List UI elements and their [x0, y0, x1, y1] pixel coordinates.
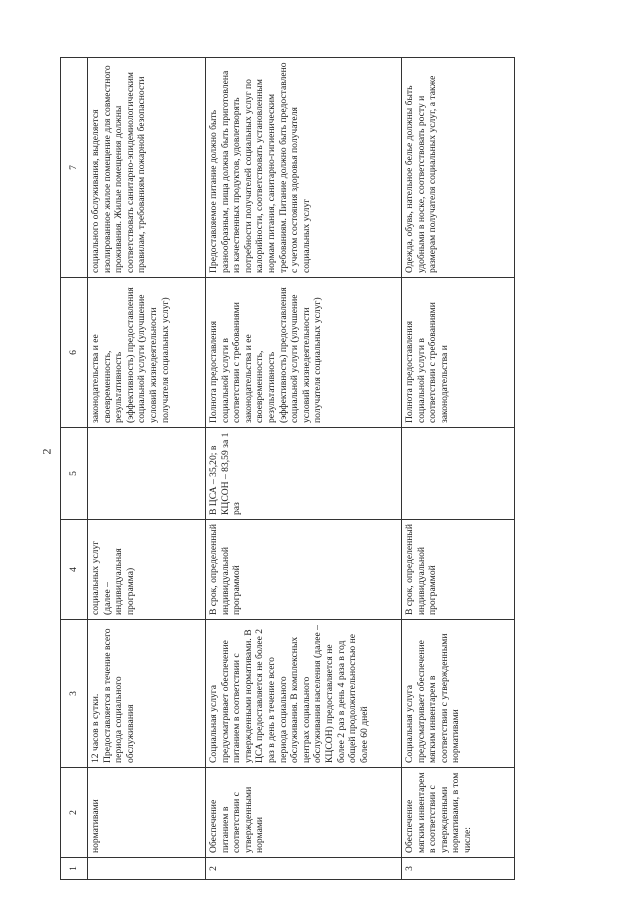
service-conditions: социального обслуживания, выделяется изолированное жилое помещение для совместного проживания. Жилые помещения должны соответствовать санитарно-эпидемиологическим правилам, требованиям пожарной безопасности: [88, 58, 206, 278]
service-tariff: [402, 428, 515, 520]
service-description: Социальная услуга предусматривает обеспечение питанием в соответствии с утвержденными нормативами. В ЦСА предоставляется не более 2 раз в день в течение всего периода социального обслуживания. В комплексных центрах социального обслуживания населения (далее – КЦСОН) предоставляется не более 2 раз в день 4 раза в год общей продолжительностью не более 60 дней: [206, 620, 402, 768]
service-tariff: В ЦСА – 35,20; в КЦСОН – 83,59 за 1 раз: [206, 428, 402, 520]
page-number: 2: [39, 448, 54, 455]
row-number: 2: [206, 858, 402, 880]
service-name: нормативами: [88, 768, 206, 858]
service-term: социальных услуг (далее – индивидуальная программа): [88, 520, 206, 620]
service-description: 12 часов в сутки. Предоставляется в течение всего периода социального обслуживания: [88, 620, 206, 768]
row-number: [88, 858, 206, 880]
col-header-3: 3: [61, 620, 88, 768]
col-header-1: 1: [61, 858, 88, 880]
service-conditions: Одежда, обувь, нательное белье должны быть удобными в носке, соответствовать росту и размерам получателя социальных услуг, а также: [402, 58, 515, 278]
service-name: Обеспечение мягким инвентарем в соответствии с утвержденными нормативами, в том числе:: [402, 768, 515, 858]
col-header-2: 2: [61, 768, 88, 858]
service-term: В срок, определенный индивидуальной программой: [206, 520, 402, 620]
quality-indicators: законодательства и ее своевременность, результативность (эффективность) предоставления социальной услуги (улучшение условий жизнедеятельности получателя социальных услуг): [88, 278, 206, 428]
rotated-page: [60, 58, 515, 880]
header-row: [61, 58, 88, 880]
quality-indicators: Полнота предоставления социальной услуги в соответствии с требованиями законодательства и: [402, 278, 515, 428]
service-description: Социальная услуга предусматривает обеспечение мягким инвентарем в соответствии с утвержденными нормативами: [402, 620, 515, 768]
service-tariff: [88, 428, 206, 520]
col-header-4: 4: [61, 520, 88, 620]
service-conditions: Предоставляемое питание должно быть разнообразным, пища должна быть приготовлена из качественных продуктов, удовлетворять потребности получателей социальных услуг по калорийности, соответствовать установленным нормам питания, санитарно-гигиеническим требованиям. Питание должно быть предоставлено с учетом состояния здоровья получателя социальных услуг: [206, 58, 402, 278]
service-name: Обеспечение питанием в соответствии с утвержденными нормами: [206, 768, 402, 858]
service-term: В срок, определенный индивидуальной программой: [402, 520, 515, 620]
table-row: [206, 58, 402, 880]
table-row: [402, 58, 515, 880]
row-number: 3: [402, 858, 515, 880]
services-table: [60, 57, 515, 880]
col-header-5: 5: [61, 428, 88, 520]
quality-indicators: Полнота предоставления социальной услуги в соответствии с требованиями законодательства и ее своевременность, результативность (эффективность) предоставления социальной услуги (улучшение условий жизнедеятельности получателя социальных услуг): [206, 278, 402, 428]
col-header-6: 6: [61, 278, 88, 428]
col-header-7: 7: [61, 58, 88, 278]
table-row: [88, 58, 206, 880]
